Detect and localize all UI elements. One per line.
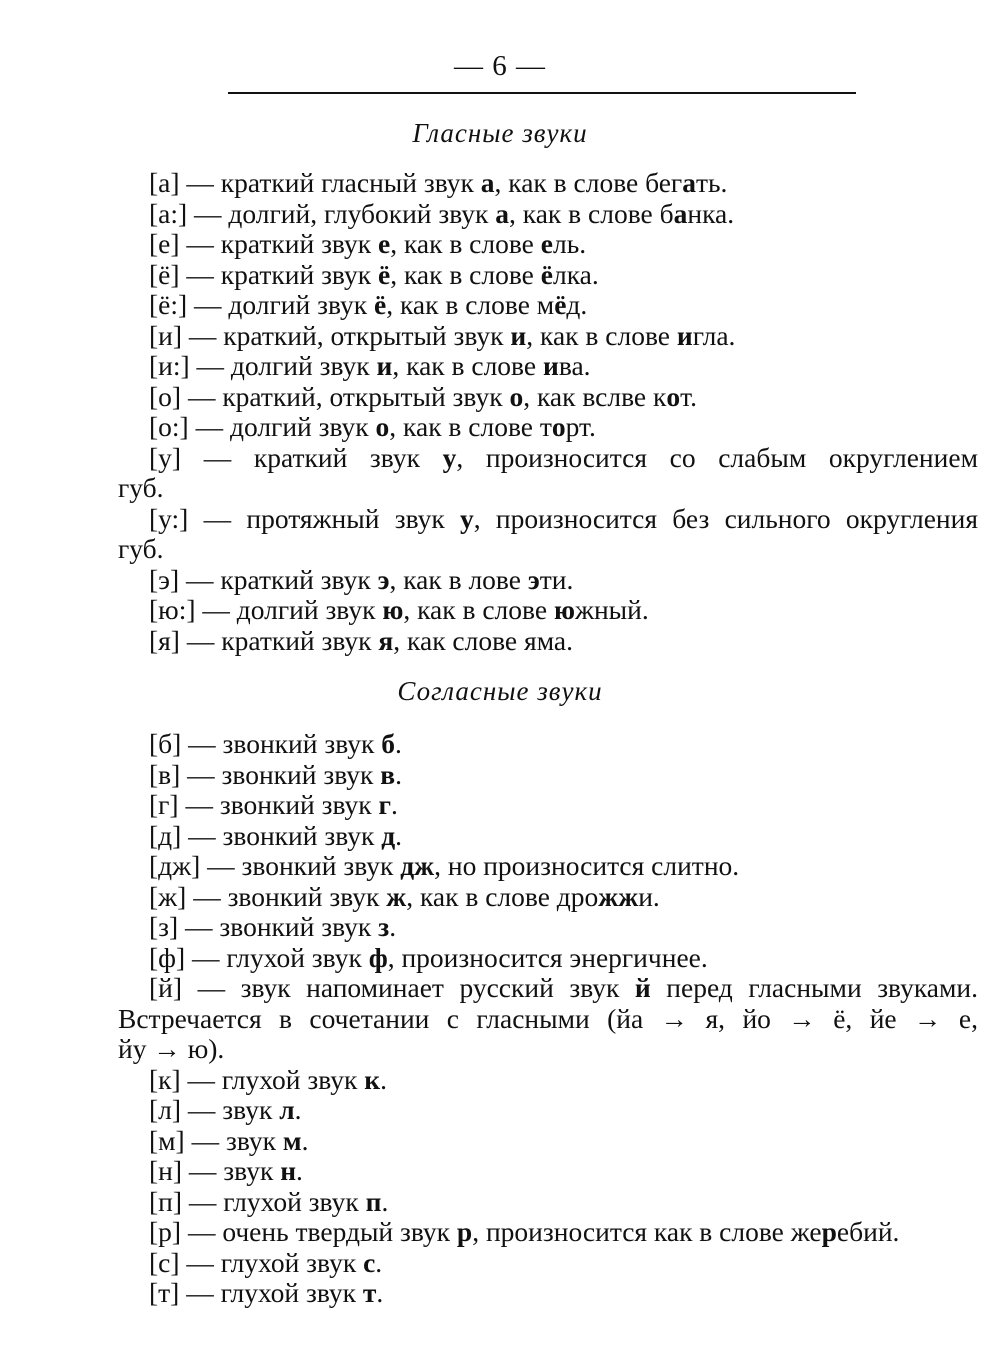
vowel-line: [ё:] — долгий звук ё, как в слове мёд. xyxy=(149,289,588,320)
section-title-vowels: Гласные звуки xyxy=(412,118,588,148)
vowel-line: [и:] — долгий звук и, как в слове ива. xyxy=(149,350,591,381)
vowel-line: [а:] — долгий, глубокий звук а, как в слове банка. xyxy=(149,197,735,229)
consonant-line: [с] — глухой звук с. xyxy=(149,1246,383,1278)
vowel-line-continuation: губ. xyxy=(118,533,164,564)
consonant-line: [б] — звонкий звук б. xyxy=(149,728,402,759)
section-title-consonants: Согласные звуки xyxy=(397,676,603,706)
vowel-line: [о] — краткий, открытый звук о, как вслве кот. xyxy=(149,380,697,412)
vowel-line: [ю:] — долгий звук ю, как в слове южный. xyxy=(149,594,649,625)
consonant-line: [д] — звонкий звук д. xyxy=(149,819,403,851)
consonant-line-continuation: Встречается в сочетании с гласными (йа → я, йо → ё, йе → е, xyxy=(118,1002,978,1034)
vowel-line: [а] — краткий гласный звук а, как в слове бегать. xyxy=(149,167,728,198)
vowel-line: [е] — краткий звук е, как в слове ель. xyxy=(149,228,587,259)
consonant-line: [ф] — глухой звук ф, произносится энергичнее. xyxy=(149,941,708,973)
vowels-list xyxy=(118,168,978,656)
vowel-line-continuation: губ. xyxy=(118,472,164,503)
consonant-line: [в] — звонкий звук в. xyxy=(149,758,402,790)
consonant-line: [г] — звонкий звук г. xyxy=(149,789,398,820)
consonant-line: [т] — глухой звук т. xyxy=(149,1277,384,1308)
consonant-line: [к] — глухой звук к. xyxy=(149,1063,387,1095)
vowel-line: [о:] — долгий звук о, как в слове торт. xyxy=(149,411,596,442)
vowel-line: [э] — краткий звук э, как в лове эти. xyxy=(149,563,574,595)
consonant-line: [дж] — звонкий звук дж, но произносится слитно. xyxy=(149,850,740,881)
consonant-line: [л] — звук л. xyxy=(149,1094,302,1125)
vowel-line: [я] — краткий звук я, как слове яма. xyxy=(149,624,573,656)
consonant-line: [р] — очень твердый звук р, произносится как в слове жеребий. xyxy=(149,1216,900,1247)
consonant-line: [ж] — звонкий звук ж, как в слове дрожжи. xyxy=(149,880,660,912)
header-rule xyxy=(228,92,856,94)
consonant-line: [з] — звонкий звук з. xyxy=(149,911,397,942)
vowel-line: [и] — краткий, открытый звук и, как в слове игла. xyxy=(149,319,736,351)
consonant-line: [п] — глухой звук п. xyxy=(149,1185,389,1217)
consonant-line: [й] — звук напоминает русский звук й перед гласными звуками. xyxy=(149,972,978,1003)
consonant-line: [м] — звук м. xyxy=(149,1124,309,1156)
vowel-line: [у:] — протяжный звук у, произносится без сильного округления xyxy=(149,502,978,534)
consonant-line: [н] — звук н. xyxy=(149,1155,303,1186)
vowel-line: [ё] — краткий звук ё, как в слове ёлка. xyxy=(149,258,599,290)
consonants-list xyxy=(118,729,978,1309)
vowel-line: [у] — краткий звук у, произносится со слабым округлением xyxy=(149,441,978,473)
page-number: — 6 — xyxy=(454,50,546,82)
consonant-line-continuation: йу → ю). xyxy=(118,1033,225,1064)
